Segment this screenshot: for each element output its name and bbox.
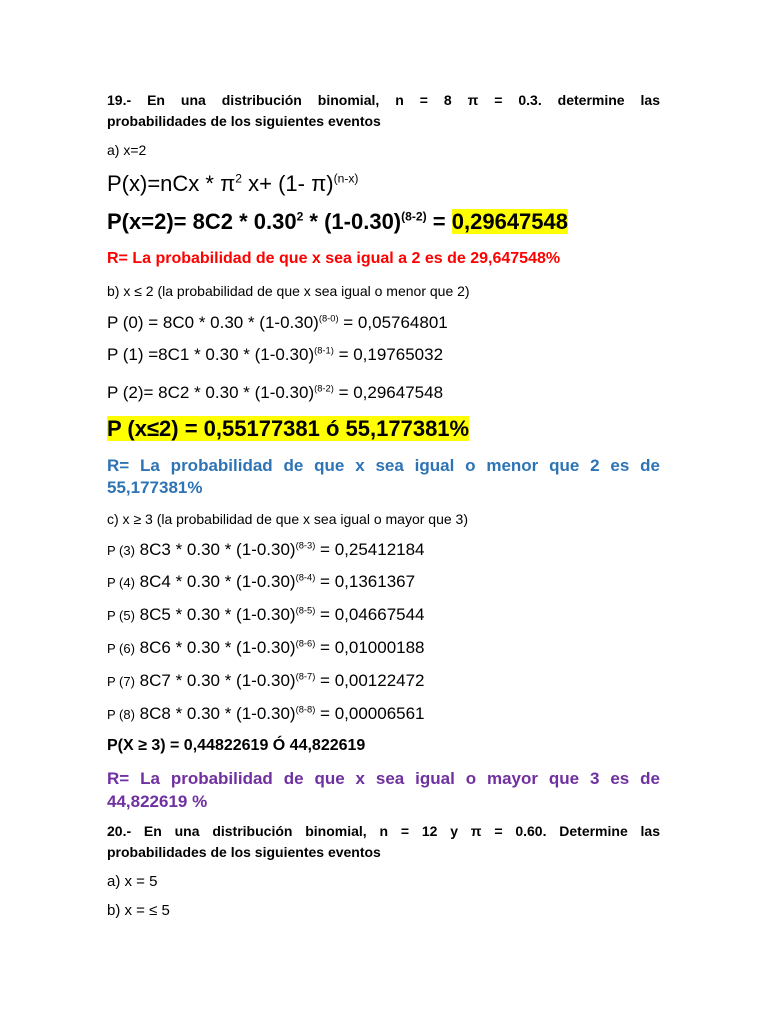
q19-title-line2: probabilidades de los siguientes eventos <box>107 113 381 129</box>
row-exponent: (8-1) <box>314 345 334 356</box>
q19-b-label: b) x ≤ 2 (la probabilidad de que x sea igual o menor que 2) <box>107 283 470 299</box>
calc-equals: = <box>426 209 452 234</box>
row-p-label: P (5) <box>107 608 135 623</box>
row-result: = 0,01000188 <box>315 638 425 657</box>
row-result: = 0,00006561 <box>315 704 425 723</box>
q19-c-row-2 <box>107 605 660 625</box>
row-exponent: (8-8) <box>295 704 316 715</box>
row-result: = 0,29647548 <box>333 383 444 402</box>
row-p-label: P (3) <box>107 543 135 558</box>
row-exponent: (8-7) <box>295 671 316 682</box>
row-p-label: P (8) <box>107 707 135 722</box>
calc-middle: * (1-0.30) <box>303 209 402 234</box>
row-lhs: P (0) = 8C0 * 0.30 * (1-0.30) <box>107 313 319 332</box>
q20-b-label: b) x = ≤ 5 <box>107 902 170 919</box>
q19-c-row-4 <box>107 671 660 691</box>
q19-b-row-1 <box>107 345 660 365</box>
q19-general-formula <box>107 171 660 197</box>
row-lhs: 8C4 * 0.30 * (1-0.30) <box>134 572 296 591</box>
q19-c-row-5 <box>107 704 660 724</box>
q19-b-total <box>107 416 660 442</box>
q19-c-total: P(X ≥ 3) = 0,44822619 Ó 44,822619 <box>107 737 366 754</box>
row-exponent: (8-2) <box>314 383 334 394</box>
row-result: = 0,25412184 <box>315 540 425 559</box>
q19-c-label: c) x ≥ 3 (la probabilidad de que x sea igual o mayor que 3) <box>107 511 468 527</box>
calc-base: P(x=2)= 8C2 * 0.30 <box>107 209 297 234</box>
q19-c-row-0 <box>107 540 660 560</box>
q19-a-answer: R= La probabilidad de que x sea igual a 2 es de 29,647548% <box>107 250 561 267</box>
q19-b-answer-line2: 55,177381% <box>107 478 203 497</box>
row-p-label: P (4) <box>107 575 135 590</box>
row-lhs: 8C3 * 0.30 * (1-0.30) <box>134 540 296 559</box>
row-lhs: 8C5 * 0.30 * (1-0.30) <box>134 605 296 624</box>
formula-middle: x+ (1- π) <box>242 171 334 196</box>
calc-result-highlight: 0,29647548 <box>451 209 568 234</box>
b-total-highlight: P (x≤2) = 0,55177381 ó 55,177381% <box>107 416 470 441</box>
row-exponent: (8-6) <box>295 638 316 649</box>
q19-c-row-1 <box>107 572 660 592</box>
row-exponent: (8-5) <box>295 605 316 616</box>
row-lhs: P (2)= 8C2 * 0.30 * (1-0.30) <box>107 383 315 402</box>
calc-exponent-1: 2 <box>296 209 304 224</box>
row-result: = 0,19765032 <box>333 345 444 364</box>
row-exponent: (8-3) <box>295 540 316 551</box>
row-exponent: (8-0) <box>318 313 339 324</box>
row-lhs: 8C7 * 0.30 * (1-0.30) <box>134 671 296 690</box>
q19-a-label: a) x=2 <box>107 142 147 158</box>
row-result: = 0,05764801 <box>338 313 448 332</box>
row-lhs: 8C8 * 0.30 * (1-0.30) <box>134 704 296 723</box>
calc-exponent-2: (8-2) <box>401 209 427 224</box>
q20-title-line2: probabilidades de los siguientes eventos <box>107 844 381 860</box>
q19-c-answer-line1: R= La probabilidad de que x sea igual o mayor que 3 es de <box>107 769 660 788</box>
q19-c-answer-line2: 44,822619 % <box>107 792 208 811</box>
q20-title-line1: 20.- En una distribución binomial, n = 12 y π = 0.60. Determine las <box>107 823 660 839</box>
row-exponent: (8-4) <box>295 572 316 583</box>
q19-b-answer-line1: R= La probabilidad de que x sea igual o menor que 2 es de <box>107 456 660 475</box>
formula-exponent-1: 2 <box>235 171 242 186</box>
row-p-label: P (7) <box>107 674 135 689</box>
q19-c-row-3 <box>107 638 660 658</box>
q20-a-label: a) x = 5 <box>107 873 158 890</box>
row-result: = 0,1361367 <box>315 572 416 591</box>
row-result: = 0,00122472 <box>315 671 425 690</box>
row-result: = 0,04667544 <box>315 605 425 624</box>
row-lhs: 8C6 * 0.30 * (1-0.30) <box>134 638 296 657</box>
formula-exponent-2: (n-x) <box>333 171 359 186</box>
row-p-label: P (6) <box>107 641 135 656</box>
q19-b-row-2 <box>107 383 660 403</box>
q19-b-row-0 <box>107 313 660 333</box>
formula-base: P(x)=nCx * π <box>107 171 236 196</box>
q19-calculation <box>107 209 660 235</box>
row-lhs: P (1) =8C1 * 0.30 * (1-0.30) <box>107 345 315 364</box>
q19-title-line1: 19.- En una distribución binomial, n = 8 π = 0.3. determine las <box>107 92 660 108</box>
